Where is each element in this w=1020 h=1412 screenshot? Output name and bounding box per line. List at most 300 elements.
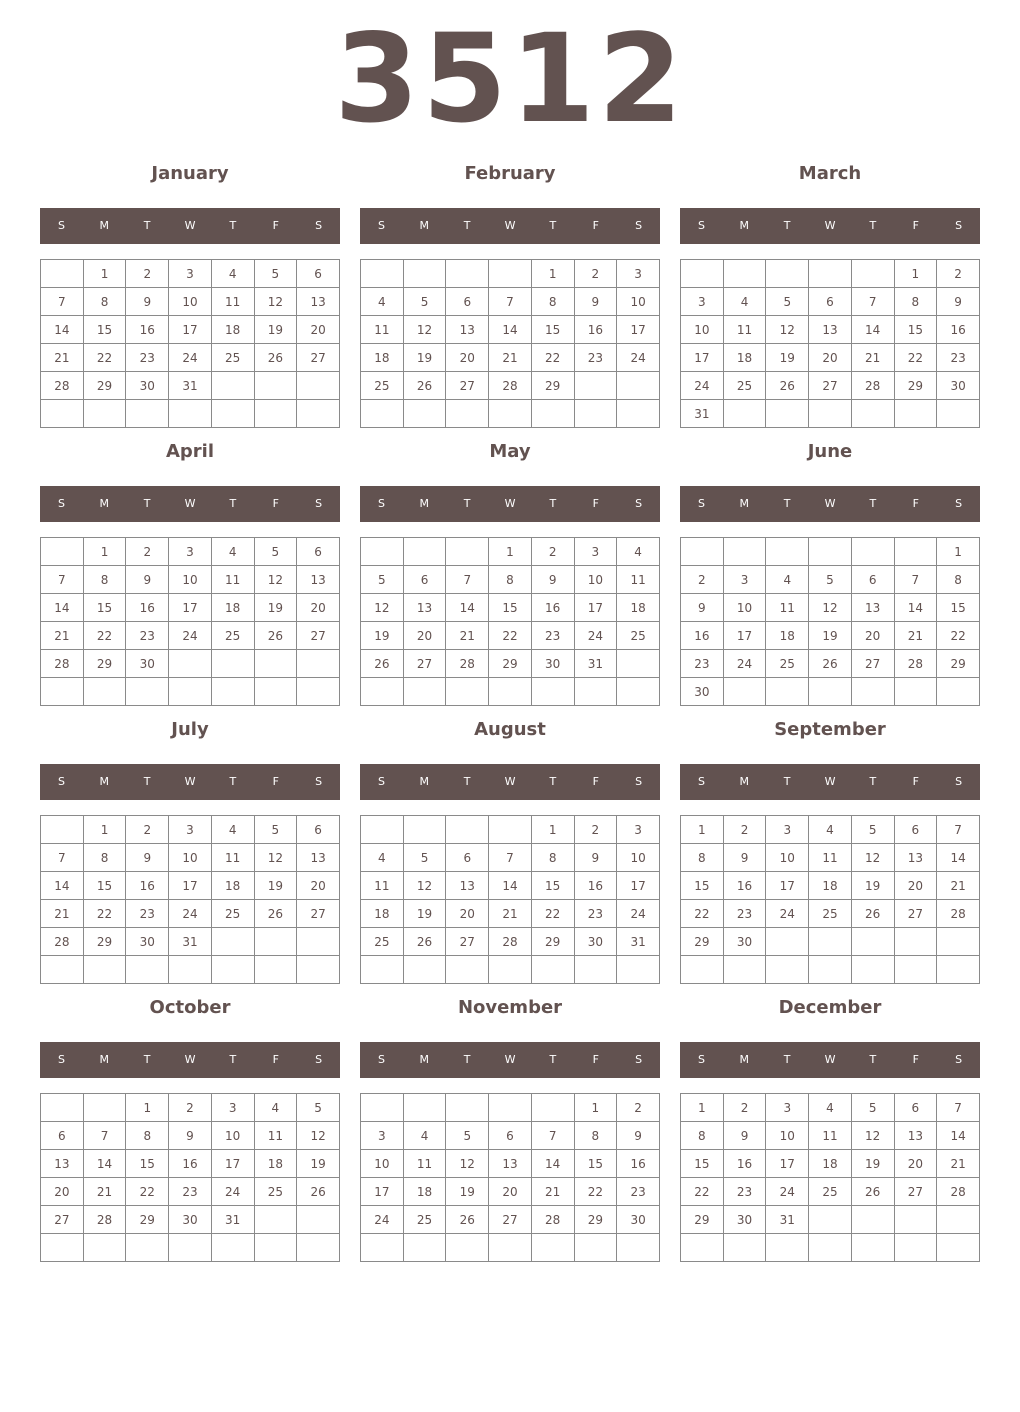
- day-cell[interactable]: 19: [851, 872, 894, 900]
- day-cell[interactable]: 9: [681, 594, 724, 622]
- day-cell[interactable]: 3: [723, 566, 766, 594]
- day-cell[interactable]: 1: [937, 538, 980, 566]
- day-cell[interactable]: 2: [574, 816, 617, 844]
- day-cell[interactable]: 19: [297, 1150, 340, 1178]
- day-cell[interactable]: 24: [617, 900, 660, 928]
- day-cell[interactable]: 30: [126, 372, 169, 400]
- day-cell[interactable]: 25: [361, 372, 404, 400]
- day-cell[interactable]: 18: [211, 594, 254, 622]
- day-cell[interactable]: 21: [446, 622, 489, 650]
- day-cell[interactable]: 10: [766, 1122, 809, 1150]
- day-cell[interactable]: 23: [531, 622, 574, 650]
- day-cell[interactable]: 28: [446, 650, 489, 678]
- day-cell[interactable]: 6: [446, 288, 489, 316]
- day-cell[interactable]: 19: [254, 316, 297, 344]
- day-cell[interactable]: 4: [403, 1122, 446, 1150]
- day-cell[interactable]: 19: [809, 622, 852, 650]
- day-cell[interactable]: 16: [681, 622, 724, 650]
- day-cell[interactable]: 30: [723, 928, 766, 956]
- day-cell[interactable]: 8: [83, 288, 126, 316]
- day-cell[interactable]: 24: [681, 372, 724, 400]
- day-cell[interactable]: 6: [297, 260, 340, 288]
- day-cell[interactable]: 1: [83, 538, 126, 566]
- day-cell[interactable]: 3: [617, 260, 660, 288]
- day-cell[interactable]: 11: [361, 872, 404, 900]
- day-cell[interactable]: 28: [41, 650, 84, 678]
- day-cell[interactable]: 27: [446, 372, 489, 400]
- day-cell[interactable]: 8: [894, 288, 937, 316]
- day-cell[interactable]: 28: [894, 650, 937, 678]
- day-cell[interactable]: 3: [211, 1094, 254, 1122]
- day-cell[interactable]: 5: [297, 1094, 340, 1122]
- day-cell[interactable]: 26: [446, 1206, 489, 1234]
- day-cell[interactable]: 9: [126, 844, 169, 872]
- day-cell[interactable]: 18: [211, 316, 254, 344]
- day-cell[interactable]: 20: [41, 1178, 84, 1206]
- day-cell[interactable]: 14: [41, 316, 84, 344]
- day-cell[interactable]: 25: [809, 900, 852, 928]
- day-cell[interactable]: 7: [937, 816, 980, 844]
- day-cell[interactable]: 14: [851, 316, 894, 344]
- day-cell[interactable]: 30: [126, 928, 169, 956]
- day-cell[interactable]: 21: [937, 872, 980, 900]
- day-cell[interactable]: 7: [851, 288, 894, 316]
- day-cell[interactable]: 29: [937, 650, 980, 678]
- day-cell[interactable]: 18: [617, 594, 660, 622]
- day-cell[interactable]: 29: [83, 928, 126, 956]
- day-cell[interactable]: 22: [681, 900, 724, 928]
- day-cell[interactable]: 6: [41, 1122, 84, 1150]
- day-cell[interactable]: 13: [894, 1122, 937, 1150]
- day-cell[interactable]: 6: [809, 288, 852, 316]
- day-cell[interactable]: 13: [489, 1150, 532, 1178]
- day-cell[interactable]: 22: [83, 622, 126, 650]
- day-cell[interactable]: 29: [83, 372, 126, 400]
- day-cell[interactable]: 14: [489, 872, 532, 900]
- day-cell[interactable]: 31: [617, 928, 660, 956]
- day-cell[interactable]: 2: [126, 538, 169, 566]
- day-cell[interactable]: 9: [723, 844, 766, 872]
- day-cell[interactable]: 9: [169, 1122, 212, 1150]
- day-cell[interactable]: 12: [809, 594, 852, 622]
- day-cell[interactable]: 15: [83, 316, 126, 344]
- day-cell[interactable]: 8: [83, 844, 126, 872]
- day-cell[interactable]: 7: [83, 1122, 126, 1150]
- day-cell[interactable]: 12: [403, 872, 446, 900]
- day-cell[interactable]: 11: [254, 1122, 297, 1150]
- day-cell[interactable]: 14: [489, 316, 532, 344]
- day-cell[interactable]: 21: [489, 344, 532, 372]
- day-cell[interactable]: 8: [531, 288, 574, 316]
- day-cell[interactable]: 22: [894, 344, 937, 372]
- day-cell[interactable]: 8: [126, 1122, 169, 1150]
- day-cell[interactable]: 21: [851, 344, 894, 372]
- day-cell[interactable]: 4: [766, 566, 809, 594]
- day-cell[interactable]: 10: [766, 844, 809, 872]
- day-cell[interactable]: 22: [574, 1178, 617, 1206]
- day-cell[interactable]: 27: [297, 622, 340, 650]
- day-cell[interactable]: 28: [41, 928, 84, 956]
- day-cell[interactable]: 29: [681, 928, 724, 956]
- day-cell[interactable]: 22: [126, 1178, 169, 1206]
- day-cell[interactable]: 12: [254, 566, 297, 594]
- day-cell[interactable]: 2: [169, 1094, 212, 1122]
- day-cell[interactable]: 21: [83, 1178, 126, 1206]
- day-cell[interactable]: 5: [403, 288, 446, 316]
- day-cell[interactable]: 25: [254, 1178, 297, 1206]
- day-cell[interactable]: 26: [254, 622, 297, 650]
- day-cell[interactable]: 16: [169, 1150, 212, 1178]
- day-cell[interactable]: 18: [809, 872, 852, 900]
- day-cell[interactable]: 26: [254, 900, 297, 928]
- day-cell[interactable]: 15: [681, 1150, 724, 1178]
- day-cell[interactable]: 29: [126, 1206, 169, 1234]
- day-cell[interactable]: 31: [766, 1206, 809, 1234]
- day-cell[interactable]: 7: [937, 1094, 980, 1122]
- day-cell[interactable]: 4: [361, 844, 404, 872]
- day-cell[interactable]: 19: [254, 872, 297, 900]
- day-cell[interactable]: 26: [403, 372, 446, 400]
- day-cell[interactable]: 10: [169, 288, 212, 316]
- day-cell[interactable]: 20: [894, 1150, 937, 1178]
- day-cell[interactable]: 14: [937, 844, 980, 872]
- day-cell[interactable]: 7: [489, 288, 532, 316]
- day-cell[interactable]: 23: [169, 1178, 212, 1206]
- day-cell[interactable]: 31: [169, 928, 212, 956]
- day-cell[interactable]: 17: [361, 1178, 404, 1206]
- day-cell[interactable]: 9: [937, 288, 980, 316]
- day-cell[interactable]: 8: [531, 844, 574, 872]
- day-cell[interactable]: 23: [574, 900, 617, 928]
- day-cell[interactable]: 12: [446, 1150, 489, 1178]
- day-cell[interactable]: 13: [297, 288, 340, 316]
- day-cell[interactable]: 9: [531, 566, 574, 594]
- day-cell[interactable]: 6: [894, 1094, 937, 1122]
- day-cell[interactable]: 3: [766, 1094, 809, 1122]
- day-cell[interactable]: 2: [531, 538, 574, 566]
- day-cell[interactable]: 29: [574, 1206, 617, 1234]
- day-cell[interactable]: 10: [681, 316, 724, 344]
- day-cell[interactable]: 18: [766, 622, 809, 650]
- day-cell[interactable]: 11: [211, 844, 254, 872]
- day-cell[interactable]: 16: [126, 872, 169, 900]
- day-cell[interactable]: 26: [766, 372, 809, 400]
- day-cell[interactable]: 1: [126, 1094, 169, 1122]
- day-cell[interactable]: 3: [574, 538, 617, 566]
- day-cell[interactable]: 15: [574, 1150, 617, 1178]
- day-cell[interactable]: 19: [446, 1178, 489, 1206]
- day-cell[interactable]: 25: [809, 1178, 852, 1206]
- day-cell[interactable]: 18: [361, 344, 404, 372]
- day-cell[interactable]: 12: [851, 1122, 894, 1150]
- day-cell[interactable]: 4: [809, 816, 852, 844]
- day-cell[interactable]: 1: [681, 1094, 724, 1122]
- day-cell[interactable]: 24: [723, 650, 766, 678]
- day-cell[interactable]: 22: [937, 622, 980, 650]
- day-cell[interactable]: 18: [809, 1150, 852, 1178]
- day-cell[interactable]: 4: [211, 538, 254, 566]
- day-cell[interactable]: 2: [681, 566, 724, 594]
- day-cell[interactable]: 8: [574, 1122, 617, 1150]
- day-cell[interactable]: 30: [937, 372, 980, 400]
- day-cell[interactable]: 8: [937, 566, 980, 594]
- day-cell[interactable]: 17: [617, 872, 660, 900]
- day-cell[interactable]: 31: [169, 372, 212, 400]
- day-cell[interactable]: 14: [894, 594, 937, 622]
- day-cell[interactable]: 11: [809, 844, 852, 872]
- day-cell[interactable]: 28: [531, 1206, 574, 1234]
- day-cell[interactable]: 17: [211, 1150, 254, 1178]
- day-cell[interactable]: 17: [681, 344, 724, 372]
- day-cell[interactable]: 11: [403, 1150, 446, 1178]
- day-cell[interactable]: 12: [361, 594, 404, 622]
- day-cell[interactable]: 13: [851, 594, 894, 622]
- day-cell[interactable]: 18: [361, 900, 404, 928]
- day-cell[interactable]: 9: [574, 288, 617, 316]
- day-cell[interactable]: 4: [361, 288, 404, 316]
- day-cell[interactable]: 3: [169, 816, 212, 844]
- day-cell[interactable]: 14: [531, 1150, 574, 1178]
- day-cell[interactable]: 6: [894, 816, 937, 844]
- day-cell[interactable]: 27: [809, 372, 852, 400]
- day-cell[interactable]: 14: [41, 594, 84, 622]
- day-cell[interactable]: 23: [126, 900, 169, 928]
- day-cell[interactable]: 28: [937, 900, 980, 928]
- day-cell[interactable]: 30: [574, 928, 617, 956]
- day-cell[interactable]: 18: [403, 1178, 446, 1206]
- day-cell[interactable]: 12: [766, 316, 809, 344]
- day-cell[interactable]: 28: [489, 928, 532, 956]
- day-cell[interactable]: 14: [83, 1150, 126, 1178]
- day-cell[interactable]: 6: [297, 816, 340, 844]
- day-cell[interactable]: 5: [361, 566, 404, 594]
- day-cell[interactable]: 4: [211, 260, 254, 288]
- day-cell[interactable]: 3: [169, 260, 212, 288]
- day-cell[interactable]: 11: [617, 566, 660, 594]
- day-cell[interactable]: 17: [723, 622, 766, 650]
- day-cell[interactable]: 5: [403, 844, 446, 872]
- day-cell[interactable]: 3: [169, 538, 212, 566]
- day-cell[interactable]: 26: [851, 1178, 894, 1206]
- day-cell[interactable]: 10: [211, 1122, 254, 1150]
- day-cell[interactable]: 27: [446, 928, 489, 956]
- day-cell[interactable]: 30: [723, 1206, 766, 1234]
- day-cell[interactable]: 20: [297, 316, 340, 344]
- day-cell[interactable]: 9: [126, 566, 169, 594]
- day-cell[interactable]: 16: [126, 316, 169, 344]
- day-cell[interactable]: 29: [489, 650, 532, 678]
- day-cell[interactable]: 2: [126, 260, 169, 288]
- day-cell[interactable]: 24: [766, 900, 809, 928]
- day-cell[interactable]: 10: [169, 566, 212, 594]
- day-cell[interactable]: 20: [446, 344, 489, 372]
- day-cell[interactable]: 25: [403, 1206, 446, 1234]
- day-cell[interactable]: 15: [531, 872, 574, 900]
- day-cell[interactable]: 2: [126, 816, 169, 844]
- day-cell[interactable]: 27: [403, 650, 446, 678]
- day-cell[interactable]: 27: [894, 1178, 937, 1206]
- day-cell[interactable]: 28: [41, 372, 84, 400]
- day-cell[interactable]: 2: [723, 1094, 766, 1122]
- day-cell[interactable]: 6: [446, 844, 489, 872]
- day-cell[interactable]: 11: [809, 1122, 852, 1150]
- day-cell[interactable]: 4: [617, 538, 660, 566]
- day-cell[interactable]: 15: [489, 594, 532, 622]
- day-cell[interactable]: 8: [489, 566, 532, 594]
- day-cell[interactable]: 10: [723, 594, 766, 622]
- day-cell[interactable]: 4: [254, 1094, 297, 1122]
- day-cell[interactable]: 7: [531, 1122, 574, 1150]
- day-cell[interactable]: 28: [851, 372, 894, 400]
- day-cell[interactable]: 22: [531, 900, 574, 928]
- day-cell[interactable]: 21: [937, 1150, 980, 1178]
- day-cell[interactable]: 24: [169, 900, 212, 928]
- day-cell[interactable]: 30: [681, 678, 724, 706]
- day-cell[interactable]: 5: [446, 1122, 489, 1150]
- day-cell[interactable]: 15: [894, 316, 937, 344]
- day-cell[interactable]: 21: [41, 622, 84, 650]
- day-cell[interactable]: 31: [681, 400, 724, 428]
- day-cell[interactable]: 20: [489, 1178, 532, 1206]
- day-cell[interactable]: 6: [403, 566, 446, 594]
- day-cell[interactable]: 23: [617, 1178, 660, 1206]
- day-cell[interactable]: 10: [574, 566, 617, 594]
- day-cell[interactable]: 10: [617, 844, 660, 872]
- day-cell[interactable]: 11: [211, 288, 254, 316]
- day-cell[interactable]: 5: [254, 260, 297, 288]
- day-cell[interactable]: 26: [361, 650, 404, 678]
- day-cell[interactable]: 19: [766, 344, 809, 372]
- day-cell[interactable]: 30: [531, 650, 574, 678]
- day-cell[interactable]: 30: [126, 650, 169, 678]
- day-cell[interactable]: 31: [211, 1206, 254, 1234]
- day-cell[interactable]: 8: [681, 844, 724, 872]
- day-cell[interactable]: 17: [574, 594, 617, 622]
- day-cell[interactable]: 29: [531, 372, 574, 400]
- day-cell[interactable]: 30: [169, 1206, 212, 1234]
- day-cell[interactable]: 23: [574, 344, 617, 372]
- day-cell[interactable]: 24: [766, 1178, 809, 1206]
- day-cell[interactable]: 22: [83, 900, 126, 928]
- day-cell[interactable]: 13: [297, 844, 340, 872]
- day-cell[interactable]: 11: [723, 316, 766, 344]
- day-cell[interactable]: 2: [937, 260, 980, 288]
- day-cell[interactable]: 1: [681, 816, 724, 844]
- day-cell[interactable]: 8: [83, 566, 126, 594]
- day-cell[interactable]: 3: [617, 816, 660, 844]
- day-cell[interactable]: 7: [489, 844, 532, 872]
- day-cell[interactable]: 21: [41, 900, 84, 928]
- day-cell[interactable]: 13: [446, 872, 489, 900]
- day-cell[interactable]: 1: [574, 1094, 617, 1122]
- day-cell[interactable]: 5: [254, 538, 297, 566]
- day-cell[interactable]: 28: [937, 1178, 980, 1206]
- day-cell[interactable]: 17: [766, 1150, 809, 1178]
- day-cell[interactable]: 20: [446, 900, 489, 928]
- day-cell[interactable]: 26: [297, 1178, 340, 1206]
- day-cell[interactable]: 15: [681, 872, 724, 900]
- day-cell[interactable]: 22: [489, 622, 532, 650]
- day-cell[interactable]: 5: [254, 816, 297, 844]
- day-cell[interactable]: 14: [937, 1122, 980, 1150]
- day-cell[interactable]: 11: [211, 566, 254, 594]
- day-cell[interactable]: 5: [851, 816, 894, 844]
- day-cell[interactable]: 26: [851, 900, 894, 928]
- day-cell[interactable]: 7: [894, 566, 937, 594]
- day-cell[interactable]: 25: [361, 928, 404, 956]
- day-cell[interactable]: 25: [211, 344, 254, 372]
- day-cell[interactable]: 17: [169, 316, 212, 344]
- day-cell[interactable]: 9: [617, 1122, 660, 1150]
- day-cell[interactable]: 23: [723, 1178, 766, 1206]
- day-cell[interactable]: 27: [489, 1206, 532, 1234]
- day-cell[interactable]: 4: [809, 1094, 852, 1122]
- day-cell[interactable]: 11: [766, 594, 809, 622]
- day-cell[interactable]: 3: [766, 816, 809, 844]
- day-cell[interactable]: 2: [617, 1094, 660, 1122]
- day-cell[interactable]: 20: [403, 622, 446, 650]
- day-cell[interactable]: 13: [894, 844, 937, 872]
- day-cell[interactable]: 12: [851, 844, 894, 872]
- day-cell[interactable]: 5: [766, 288, 809, 316]
- day-cell[interactable]: 25: [617, 622, 660, 650]
- day-cell[interactable]: 5: [851, 1094, 894, 1122]
- day-cell[interactable]: 3: [361, 1122, 404, 1150]
- day-cell[interactable]: 19: [254, 594, 297, 622]
- day-cell[interactable]: 10: [361, 1150, 404, 1178]
- day-cell[interactable]: 21: [41, 344, 84, 372]
- day-cell[interactable]: 9: [574, 844, 617, 872]
- day-cell[interactable]: 1: [83, 816, 126, 844]
- day-cell[interactable]: 23: [126, 622, 169, 650]
- day-cell[interactable]: 27: [297, 900, 340, 928]
- day-cell[interactable]: 19: [403, 900, 446, 928]
- day-cell[interactable]: 13: [403, 594, 446, 622]
- day-cell[interactable]: 15: [83, 594, 126, 622]
- day-cell[interactable]: 25: [211, 900, 254, 928]
- day-cell[interactable]: 27: [851, 650, 894, 678]
- day-cell[interactable]: 24: [617, 344, 660, 372]
- day-cell[interactable]: 1: [531, 816, 574, 844]
- day-cell[interactable]: 6: [297, 538, 340, 566]
- day-cell[interactable]: 29: [894, 372, 937, 400]
- day-cell[interactable]: 26: [254, 344, 297, 372]
- day-cell[interactable]: 20: [894, 872, 937, 900]
- day-cell[interactable]: 18: [211, 872, 254, 900]
- day-cell[interactable]: 9: [126, 288, 169, 316]
- day-cell[interactable]: 25: [211, 622, 254, 650]
- day-cell[interactable]: 17: [169, 594, 212, 622]
- day-cell[interactable]: 5: [809, 566, 852, 594]
- day-cell[interactable]: 7: [446, 566, 489, 594]
- day-cell[interactable]: 1: [489, 538, 532, 566]
- day-cell[interactable]: 20: [297, 594, 340, 622]
- day-cell[interactable]: 7: [41, 288, 84, 316]
- day-cell[interactable]: 16: [723, 872, 766, 900]
- day-cell[interactable]: 20: [851, 622, 894, 650]
- day-cell[interactable]: 11: [361, 316, 404, 344]
- day-cell[interactable]: 16: [574, 316, 617, 344]
- day-cell[interactable]: 14: [41, 872, 84, 900]
- day-cell[interactable]: 16: [617, 1150, 660, 1178]
- day-cell[interactable]: 23: [937, 344, 980, 372]
- day-cell[interactable]: 17: [766, 872, 809, 900]
- day-cell[interactable]: 8: [681, 1122, 724, 1150]
- day-cell[interactable]: 1: [531, 260, 574, 288]
- day-cell[interactable]: 2: [723, 816, 766, 844]
- day-cell[interactable]: 7: [41, 844, 84, 872]
- day-cell[interactable]: 29: [681, 1206, 724, 1234]
